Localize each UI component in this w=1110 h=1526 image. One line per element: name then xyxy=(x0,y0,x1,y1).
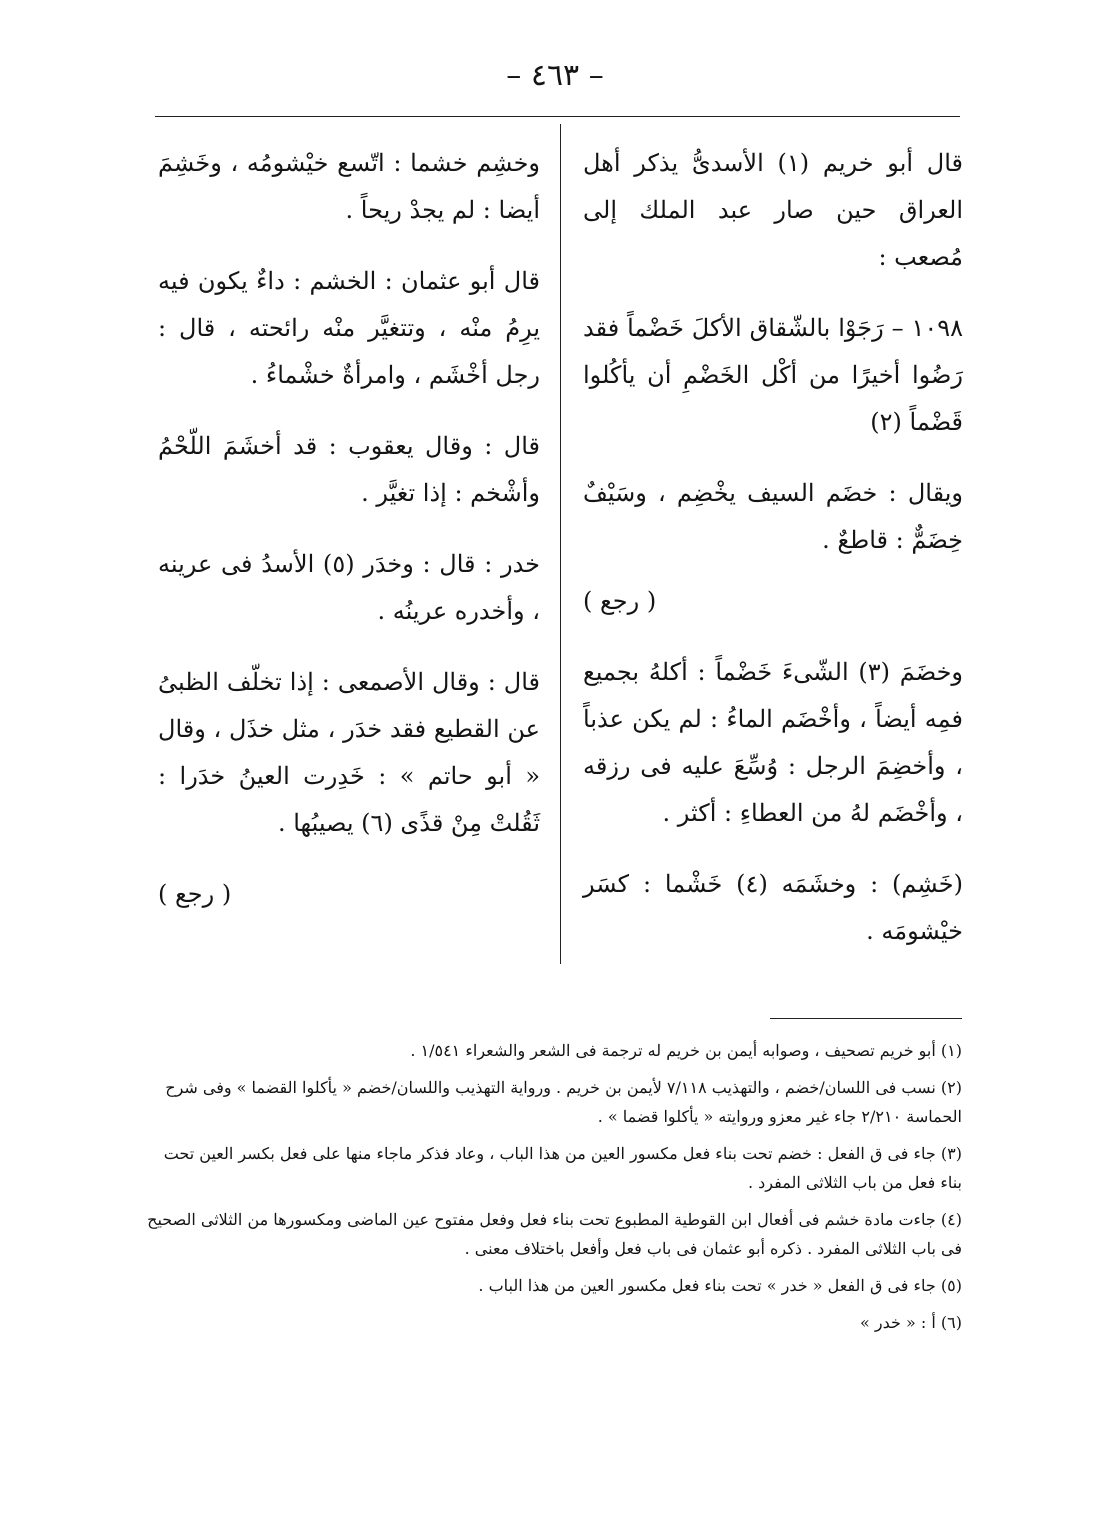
paragraph: قال : وقال يعقوب : قد أخشَمَ اللّحْمُ وأشْخم : إذا تغيَّر . xyxy=(158,432,540,507)
footnote-1: (١) أبو خريم تصحيف ، وصوابه أيمن بن خريم له ترجمة فى الشعر والشعراء ١/٥٤١ . xyxy=(410,1041,962,1060)
column-divider xyxy=(560,124,561,964)
paragraph: وخضَمَ (٣) الشّىءَ خَضْماً : أكلهُ بجميع فمِه أيضاً ، وأخْضَم الماءُ : لم يكن عذباً ، وأخضِمَ الرجل : وُسِّعَ عليه فى رزقه ، وأخْضَم لهُ من العطاءِ : أكثر . xyxy=(583,658,964,827)
footnote-3: (٣) جاء فى ق الفعل : خضم تحت بناء فعل مكسور العين من هذا الباب ، وعاد فذكر ماجاء منها على فعل بكسر العين تحت بناء فعل من باب الثلاثى المفرد . xyxy=(163,1144,962,1192)
paragraph: وخشِم خشما : اتّسع خيْشومُه ، وخَشِمَ أيضا : لم يجدْ ريحاً . xyxy=(158,149,540,224)
footnote-6: (٦) أ : « خدر » xyxy=(860,1313,962,1332)
footnotes xyxy=(140,1036,962,1345)
left-column xyxy=(158,140,540,942)
paragraph: (خَشِم) : وخشَمَه (٤) خَشْما : كسَر خيْشومَه . xyxy=(583,870,963,945)
right-column xyxy=(583,140,963,979)
paragraph: ويقال : خضَم السيف يخْضِم ، وسَيْفٌ خِضَمٌّ : قاطعٌ . xyxy=(583,479,963,554)
paragraph: قال أبو عثمان : الخشم : داءٌ يكون فيه يرِمُ منْه ، وتتغيَّر منْه رائحته ، قال : رجل أخْشَم ، وامرأةٌ خشْماءُ . xyxy=(158,267,540,389)
footnote-5: (٥) جاء فى ق الفعل « خدر » تحت بناء فعل مكسور العين من هذا الباب . xyxy=(478,1276,962,1295)
paragraph: قال أبو خريم (١) الأسدىُّ يذكر أهل العراق حين صار عبد الملك إلى مُصعب : xyxy=(583,149,964,271)
footnote-rule xyxy=(770,1018,962,1019)
rajaa-marker: ( رجع ) xyxy=(158,880,232,908)
footnote-2: (٢) نسب فى اللسان/خضم ، والتهذيب ٧/١١٨ لأيمن بن خريم . ورواية التهذيب واللسان/خضم « يأكلوا القضما » وفى شرح الحماسة ٢/٢١٠ جاء غير معزو وروايته « يأكلوا قضما » . xyxy=(165,1078,962,1126)
footnote-4: (٤) جاءت مادة خشم فى أفعال ابن القوطية المطبوع تحت بناء فعل وفعل مفتوح عين الماضى ومكسورها من الثلاثى الصحيح فى باب الثلاثى المفرد . ذكره أبو عثمان فى باب فعل وأفعل باختلاف معنى . xyxy=(147,1210,962,1258)
verse-1098: ١٠٩٨ – رَجَوْا بالشّقاق الأكلَ خَضْماً فقد رَضُوا أخيرًا من أكْل الخَضْمِ أن يأكُلوا قَضْماً (٢) xyxy=(583,314,963,436)
paragraph: خدر : قال : وخدَر (٥) الأسدُ فى عرينه ، وأخدره عرينُه . xyxy=(158,550,541,625)
paragraph: قال : وقال الأصمعى : إذا تخلّف الظبىُ عن القطيع فقد خدَر ، مثل خذَل ، وقال « أبو حاتم » : خَدِرت العينُ خدَرا : ثَقُلتْ مِنْ قذًى (٦) يصيبُها . xyxy=(158,668,540,837)
page-number: – ٤٦٣ – xyxy=(506,58,604,93)
header-rule xyxy=(155,116,960,117)
rajaa-marker: ( رجع ) xyxy=(583,587,657,615)
